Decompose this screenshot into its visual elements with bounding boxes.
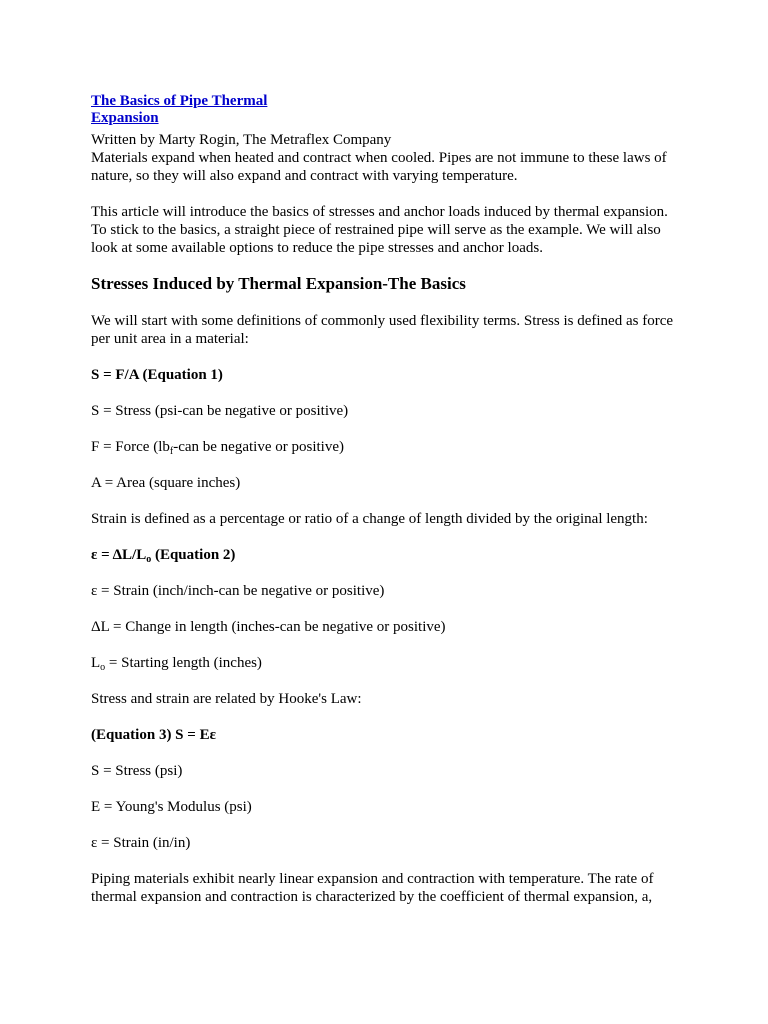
- definition-strain: ε = Strain (inch/inch-can be negative or positive): [91, 583, 385, 599]
- article: [91, 93, 681, 906]
- definition-stress-2: S = Stress (psi): [91, 763, 183, 779]
- definition-starting-length-text-end: = Starting length (inches): [105, 655, 262, 671]
- definition-starting-length: [91, 654, 681, 672]
- equation-2-subscript: o: [146, 554, 152, 565]
- equation-2: [91, 546, 681, 564]
- definition-force: [91, 438, 681, 456]
- definition-strain-2: ε = Strain (in/in): [91, 835, 191, 851]
- definitions-intro: We will start with some definitions of commonly used flexibility terms. Stress is defined as force per unit area in a material:: [91, 313, 674, 347]
- section-heading: Stresses Induced by Thermal Expansion-The Basics: [91, 274, 466, 293]
- definition-force-text-end: -can be negative or positive): [173, 439, 344, 455]
- strain-intro: Strain is defined as a percentage or ratio of a change of length divided by the original length:: [91, 511, 648, 527]
- intro-paragraph-1: Materials expand when heated and contract when cooled. Pipes are not immune to these laws of nature, so they will also expand and contract with varying temperature.: [91, 150, 667, 184]
- closing-paragraph: Piping materials exhibit nearly linear expansion and contraction with temperature. The rate of thermal expansion and contraction is characterized by the coefficient of thermal expansion, a,: [91, 871, 654, 905]
- definition-starting-length-subscript: o: [100, 662, 106, 673]
- intro-paragraph-2: This article will introduce the basics of stresses and anchor loads induced by thermal expansion. To stick to the basics, a straight piece of restrained pipe will serve as the example. We will also look at some available options to reduce the pipe stresses and anchor loads.: [91, 204, 668, 256]
- definition-area: A = Area (square inches): [91, 475, 241, 491]
- equation-2-text-end: (Equation 2): [151, 547, 236, 563]
- definition-starting-length-text: L: [91, 655, 101, 671]
- definition-change-in-length: ΔL = Change in length (inches-can be negative or positive): [91, 619, 446, 635]
- definition-youngs-modulus: E = Young's Modulus (psi): [91, 799, 252, 815]
- definition-force-subscript: f: [169, 446, 174, 457]
- byline: Written by Marty Rogin, The Metraflex Company: [91, 132, 392, 148]
- equation-2-text: ε = ΔL/L: [91, 547, 147, 563]
- hooke-intro: Stress and strain are related by Hooke's Law:: [91, 691, 362, 707]
- article-title-line2: Expansion: [91, 110, 159, 126]
- article-title-line1: The Basics of Pipe Thermal: [91, 93, 268, 109]
- definition-stress: S = Stress (psi-can be negative or positive): [91, 403, 349, 419]
- definition-force-text: F = Force (lb: [91, 439, 170, 455]
- equation-1: S = F/A (Equation 1): [91, 367, 223, 383]
- equation-3: (Equation 3) S = Eε: [91, 727, 216, 743]
- article-title-link[interactable]: [91, 93, 281, 127]
